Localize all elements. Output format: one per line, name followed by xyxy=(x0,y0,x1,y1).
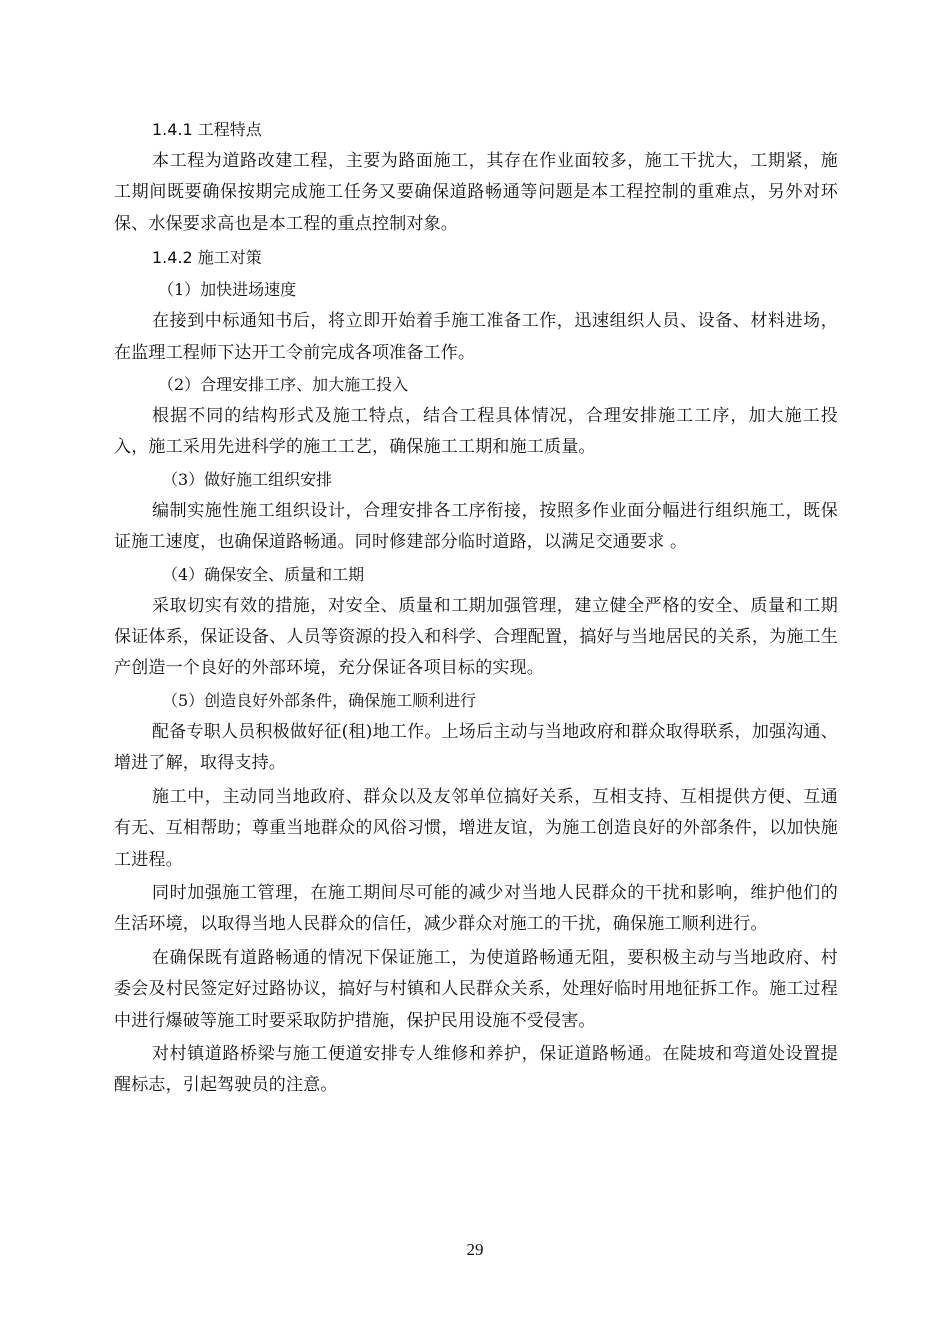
paragraph-item-5-a: 配备专职人员积极做好征(租)地工作。上场后主动与当地政府和群众取得联系，加强沟通、增进了解，取得支持。 xyxy=(114,721,838,774)
paragraph-item-5-b: 施工中，主动同当地政府、群众以及友邻单位搞好关系，互相支持、互相提供方便、互通有无、互相帮助；尊重当地群众的风俗习惯，增进友谊，为施工创造良好的外部条件，以加快施工进程。 xyxy=(114,786,838,870)
paragraph-item-4: 采取切实有效的措施，对安全、质量和工期加强管理，建立健全严格的安全、质量和工期保证体系，保证设备、人员等资源的投入和科学、合理配置，搞好与当地居民的关系，为施工生产创造一个良好的外部环境，充分保证各项目标的实现。 xyxy=(114,595,838,679)
paragraph-item-5-c: 同时加强施工管理，在施工期间尽可能的减少对当地人民群众的干扰和影响，维护他们的生活环境，以取得当地人民群众的信任，减少群众对施工的干扰，确保施工顺利进行。 xyxy=(114,882,838,935)
item-heading-4: （4）确保安全、质量和工期 xyxy=(162,564,365,584)
item-heading-5: （5）创造良好外部条件，确保施工顺利进行 xyxy=(162,690,477,710)
item-heading-2: （2）合理安排工序、加大施工投入 xyxy=(158,375,409,395)
item-heading-1: （1）加快进场速度 xyxy=(158,280,297,300)
paragraph-item-1: 在接到中标通知书后，将立即开始着手施工准备工作，迅速组织人员、设备、材料进场，在监理工程师下达开工令前完成各项准备工作。 xyxy=(114,311,838,363)
section-heading-1-4-1: 1.4.1 工程特点 xyxy=(152,120,262,139)
section-heading-1-4-2: 1.4.2 施工对策 xyxy=(152,248,262,268)
paragraph-item-5-e: 对村镇道路桥梁与施工便道安排专人维修和养护，保证道路畅通。在陡坡和弯道处设置提醒标志，引起驾驶员的注意。 xyxy=(114,1043,838,1096)
paragraph-project-features: 本工程为道路改建工程，主要为路面施工，其存在作业面较多，施工干扰大，工期紧，施工期间既要确保按期完成施工任务又要确保道路畅通等问题是本工程控制的重难点，另外对环保、水保要求高也是本工程的重点控制对象。 xyxy=(114,151,838,234)
page-number: 29 xyxy=(466,1240,484,1259)
paragraph-item-3: 编制实施性施工组织设计，合理安排各工序衔接，按照多作业面分幅进行组织施工，既保证施工速度，也确保道路畅通。同时修建部分临时道路，以满足交通要求 。 xyxy=(114,500,838,553)
item-heading-3: （3）做好施工组织安排 xyxy=(162,469,333,489)
paragraph-item-5-d: 在确保既有道路畅通的情况下保证施工，为使道路畅通无阻，要积极主动与当地政府、村委会及村民签定好过路协议，搞好与村镇和人民群众关系，处理好临时用地征拆工作。施工过程中进行爆破等施工时要采取防护措施，保护民用设施不受侵害。 xyxy=(114,947,838,1031)
paragraph-item-2: 根据不同的结构形式及施工特点，结合工程具体情况，合理安排施工工序，加大施工投入，施工采用先进科学的施工工艺，确保施工工期和施工质量。 xyxy=(114,406,838,458)
document-page xyxy=(114,114,838,1102)
